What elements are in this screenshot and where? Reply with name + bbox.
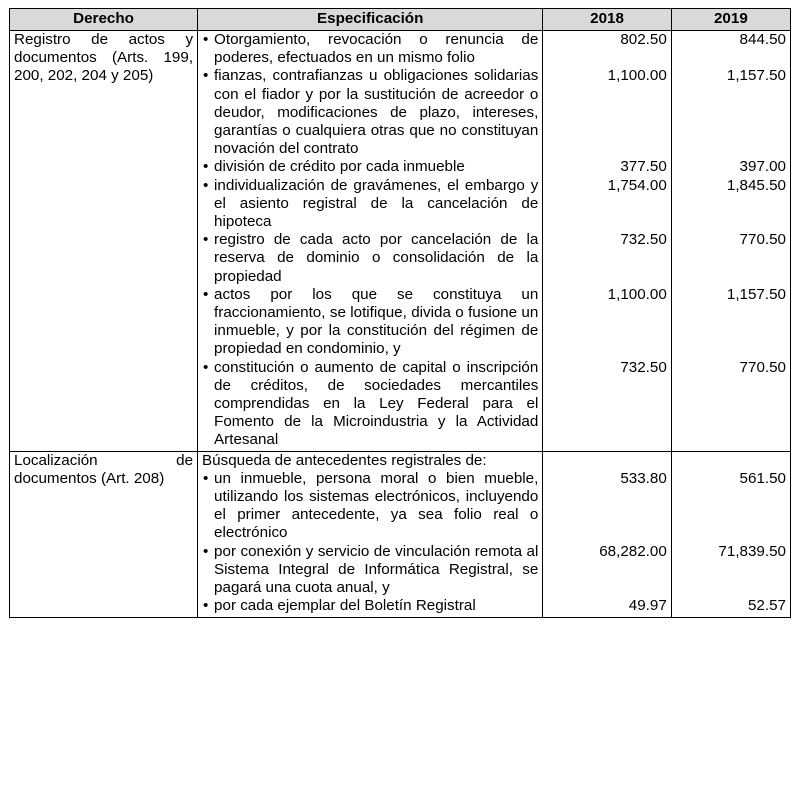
value-2019: 1,157.50 [726, 67, 786, 85]
table-body [10, 31, 791, 618]
spec-list [202, 470, 538, 616]
especificacion-cell [198, 31, 543, 452]
list-item [202, 31, 538, 67]
item-text: división de crédito por cada inmueble [214, 158, 465, 176]
fee-table-container [9, 8, 791, 618]
header-2018: 2018 [543, 9, 671, 31]
item-text: Otorgamiento, revocación o renuncia de poderes, efectuados en un mismo folio [214, 31, 539, 67]
spec-intro: Búsqueda de antecedentes registrales de: [202, 451, 487, 469]
header-especificacion: Especificación [198, 9, 543, 31]
value-2019: 770.50 [739, 358, 786, 376]
item-text: un inmueble, persona moral o bien mueble, utilizando los sistemas electrónicos, incluyendo el primer antecedente, ya sea folio real o electrónico [214, 469, 539, 542]
value-2019: 1,845.50 [726, 176, 786, 194]
value-2019: 397.00 [739, 158, 786, 176]
derecho-cell: Localización de documentos (Art. 208) [10, 451, 198, 617]
list-item [202, 158, 538, 176]
item-text: por cada ejemplar del Boletín Registral [214, 597, 476, 615]
header-row [10, 9, 791, 31]
value-2019: 770.50 [739, 231, 786, 249]
bullet-icon: • [203, 31, 209, 48]
item-text: fianzas, contrafianzas u obligaciones solidarias con el fiador y por la sustitución de acreedor o deudor, modificaciones de plazo, intereses, garantías o cualquiera otras que no constituyan novación del contrato [214, 67, 539, 158]
value-2019-cell [671, 31, 790, 452]
value-2018: 533.80 [620, 469, 667, 487]
value-2018: 732.50 [620, 358, 667, 376]
list-item [202, 67, 538, 158]
header-derecho: Derecho [10, 9, 198, 31]
list-item [202, 597, 538, 615]
value-2018-cell [543, 451, 671, 617]
bullet-icon: • [203, 597, 209, 615]
bullet-icon: • [203, 542, 209, 560]
value-2018: 732.50 [620, 231, 667, 249]
value-2018: 1,100.00 [607, 67, 667, 85]
value-2018-cell [543, 31, 671, 452]
bullet-icon: • [203, 358, 209, 376]
item-text: actos por los que se constituya un fraccionamiento, se lotifique, divida o fusione un inmueble, y por la constitución del régimen de propiedad en condominio, y [214, 285, 539, 358]
item-text: por conexión y servicio de vinculación remota al Sistema Integral de Informática Registral, se pagará una cuota anual, y [214, 542, 539, 597]
bullet-icon: • [203, 285, 209, 303]
list-item [202, 359, 538, 450]
list-item [202, 470, 538, 543]
list-item [202, 231, 538, 286]
value-2018: 68,282.00 [599, 542, 667, 560]
especificacion-cell [198, 451, 543, 617]
fee-table [9, 8, 791, 618]
value-2019: 844.50 [739, 31, 786, 48]
value-2018: 377.50 [620, 158, 667, 176]
value-2019: 71,839.50 [718, 542, 786, 560]
table-row [10, 31, 791, 452]
item-text: registro de cada acto por cancelación de la reserva de dominio o consolidación de la propiedad [214, 231, 539, 285]
value-2018: 802.50 [620, 31, 667, 48]
value-2018: 49.97 [628, 597, 667, 615]
list-item [202, 286, 538, 359]
bullet-icon: • [203, 469, 209, 487]
value-2019: 561.50 [739, 469, 786, 487]
bullet-icon: • [203, 67, 209, 85]
value-2018: 1,754.00 [607, 176, 667, 194]
bullet-icon: • [203, 176, 209, 194]
list-item [202, 177, 538, 232]
header-2019: 2019 [671, 9, 790, 31]
value-2019: 52.57 [747, 597, 786, 615]
item-text: individualización de gravámenes, el embargo y el asiento registral de la cancelación de hipoteca [214, 176, 539, 231]
table-row [10, 451, 791, 617]
bullet-icon: • [203, 231, 209, 249]
spec-list [202, 31, 538, 450]
bullet-icon: • [203, 158, 209, 176]
list-item [202, 543, 538, 598]
item-text: constitución o aumento de capital o inscripción de créditos, de sociedades mercantiles comprendidas en la Ley Federal para el Fomento de la Microindustria y la Actividad Artesanal [214, 358, 539, 449]
value-2018: 1,100.00 [607, 285, 667, 303]
value-2019: 1,157.50 [726, 285, 786, 303]
derecho-cell: Registro de actos y documentos (Arts. 199, 200, 202, 204 y 205) [10, 31, 198, 452]
value-2019-cell [671, 451, 790, 617]
